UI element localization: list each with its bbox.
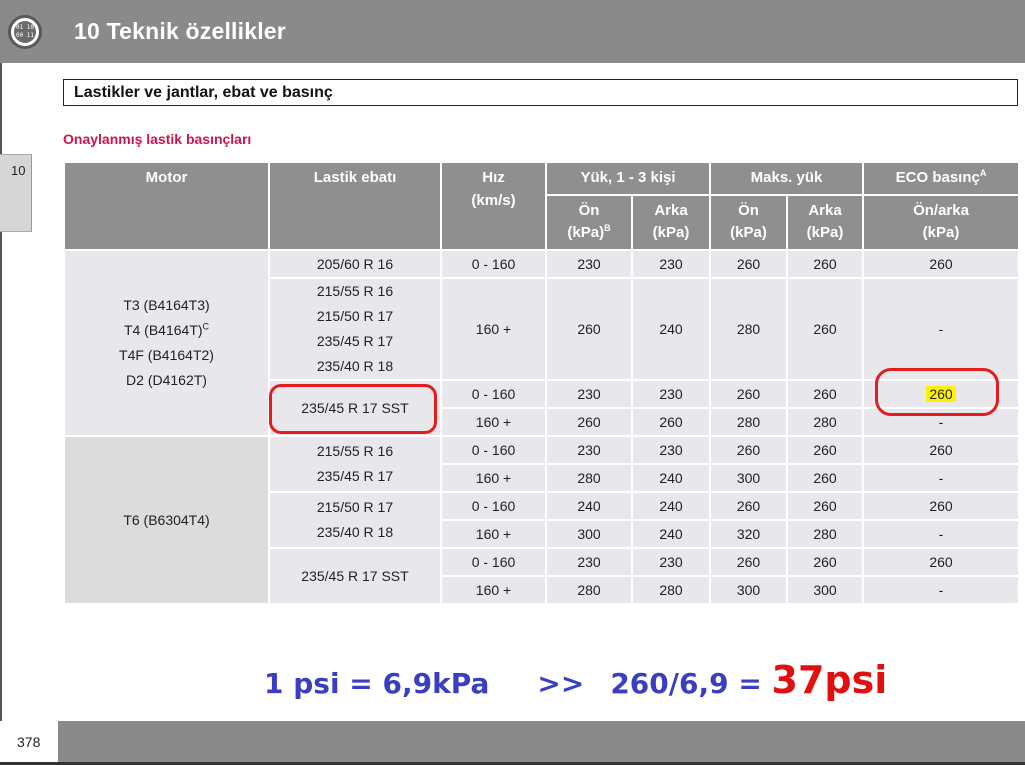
tire-size-list [269, 278, 441, 380]
motor-t6: T6 (B6304T4) [64, 436, 269, 604]
load-rear-cell: 230 [632, 436, 710, 464]
header-eco [863, 162, 1019, 195]
arrow-text: >> [537, 667, 585, 700]
load-front-cell: 230 [546, 250, 632, 278]
max-front-cell: 260 [710, 548, 787, 576]
calc-text: 260/6,9 = [610, 667, 762, 700]
max-rear-cell: 260 [787, 464, 863, 492]
speed-cell: 0 - 160 [441, 548, 546, 576]
section-title-box [63, 79, 1018, 106]
load-front-cell: 280 [546, 576, 632, 604]
header-load-front-label: Ön [578, 202, 600, 219]
eco-cell: 260 [863, 436, 1019, 464]
speed-cell: 160 + [441, 464, 546, 492]
header-load-rear-unit: (kPa) [652, 224, 690, 241]
psi-result: 37psi [771, 658, 888, 702]
load-rear-cell: 260 [632, 408, 710, 436]
speed-cell: 160 + [441, 408, 546, 436]
section-title: Lastikler ve jantlar, ebat ve basınç [74, 84, 333, 101]
header-max-front-label: Ön [738, 202, 759, 219]
header-max-front-unit: (kPa) [730, 224, 767, 241]
tire-size: 215/55 R 16 [316, 283, 394, 299]
header-eco-unit: (kPa) [922, 224, 960, 241]
max-front-cell: 260 [710, 380, 787, 408]
header-speed [441, 162, 546, 250]
tire-size-list [269, 436, 441, 492]
header-load-1-3: Yük, 1 - 3 kişi [546, 162, 710, 195]
motor-t3: T3 (B4164T3) [123, 297, 210, 313]
header-load-front-unit: (kPa) [567, 224, 605, 241]
motor-t4: T4 $(B4164T)^C$ [123, 321, 210, 338]
load-front-cell: 230 [546, 436, 632, 464]
speed-cell: 0 - 160 [441, 250, 546, 278]
header-max-rear-label: Arka [808, 202, 842, 219]
load-rear-cell: 230 [632, 380, 710, 408]
max-rear-cell: 260 [787, 436, 863, 464]
header-eco-label: ECO basınç [895, 169, 980, 186]
motor-cell-group1 [64, 250, 269, 436]
chapter-side-tab[interactable] [0, 154, 32, 232]
max-front-cell: 300 [710, 464, 787, 492]
page-footer [0, 721, 1025, 765]
eco-cell: - [863, 576, 1019, 604]
max-front-cell: 280 [710, 278, 787, 380]
header-front-footnote: B [604, 223, 611, 233]
header-speed-label: Hız [482, 169, 505, 186]
chapter-binary-icon [8, 15, 42, 49]
header-tire-size: Lastik ebatı [269, 162, 441, 250]
eco-value-highlight: 260 [926, 386, 955, 402]
load-rear-cell: 240 [632, 278, 710, 380]
load-rear-cell: 240 [632, 520, 710, 548]
tire-size-sst: 235/45 R 17 SST [269, 380, 441, 436]
eco-cell: 260 [863, 492, 1019, 520]
eco-cell: - [863, 520, 1019, 548]
load-front-cell: 260 [546, 408, 632, 436]
eco-cell: - [863, 408, 1019, 436]
max-front-cell: 280 [710, 408, 787, 436]
tire-size: 205/60 R 16 [269, 250, 441, 278]
max-front-cell: 260 [710, 250, 787, 278]
tire-size: 235/40 R 18 [316, 524, 394, 540]
load-front-cell: 230 [546, 548, 632, 576]
eco-cell: 260 [863, 548, 1019, 576]
chapter-header [0, 0, 1025, 63]
tire-size: 235/45 R 17 [316, 468, 394, 484]
header-load-front [546, 195, 632, 250]
max-front-cell: 320 [710, 520, 787, 548]
load-front-cell: 230 [546, 380, 632, 408]
eco-cell: - [863, 464, 1019, 492]
header-eco-footnote: A [979, 168, 987, 178]
speed-cell: 160 + [441, 278, 546, 380]
tire-size: 235/40 R 18 [316, 358, 394, 374]
speed-cell: 160 + [441, 576, 546, 604]
load-rear-cell: 230 [632, 548, 710, 576]
speed-cell: 160 + [441, 520, 546, 548]
tire-size: 235/45 R 17 [316, 333, 394, 349]
max-rear-cell: 280 [787, 520, 863, 548]
header-max-rear [787, 195, 863, 250]
max-rear-cell: 260 [787, 380, 863, 408]
eco-cell: - [863, 278, 1019, 380]
speed-cell: 0 - 160 [441, 492, 546, 520]
max-rear-cell: 260 [787, 250, 863, 278]
load-rear-cell: 240 [632, 492, 710, 520]
table-subheading: Onaylanmış lastik basınçları [63, 131, 252, 147]
load-front-cell: 260 [546, 278, 632, 380]
tire-size-list [269, 492, 441, 548]
header-eco-front-rear [863, 195, 1019, 250]
motor-d2: D2 (D4162T) [126, 372, 207, 388]
header-max-rear-unit: (kPa) [806, 224, 844, 241]
tire-size: 215/55 R 16 [316, 443, 394, 459]
motor-t4f: T4F (B4164T2) [119, 347, 214, 363]
max-front-cell: 260 [710, 492, 787, 520]
max-rear-cell: 280 [787, 408, 863, 436]
page-number-box [0, 721, 59, 765]
max-rear-cell: 260 [787, 278, 863, 380]
header-eco-sub-label: Ön/arka [913, 202, 969, 219]
psi-conversion-annotation [264, 658, 887, 702]
conversion-text: 1 psi = 6,9kPa [264, 667, 490, 700]
load-rear-cell: 240 [632, 464, 710, 492]
eco-value-red-circle [875, 368, 999, 416]
header-motor: Motor [64, 162, 269, 250]
max-front-cell: 300 [710, 576, 787, 604]
tire-size: 215/50 R 17 [316, 499, 394, 515]
load-front-cell: 240 [546, 492, 632, 520]
load-rear-cell: 230 [632, 250, 710, 278]
max-rear-cell: 260 [787, 492, 863, 520]
chapter-title: 10 Teknik özellikler [74, 18, 286, 44]
max-front-cell: 260 [710, 436, 787, 464]
load-front-cell: 280 [546, 464, 632, 492]
load-front-cell: 300 [546, 520, 632, 548]
tire-size: 215/50 R 17 [316, 308, 394, 324]
header-max-front [710, 195, 787, 250]
chapter-side-tab-label: 10 [11, 163, 26, 178]
header-load-rear-label: Arka [654, 202, 688, 219]
max-rear-cell: 300 [787, 576, 863, 604]
speed-cell: 0 - 160 [441, 436, 546, 464]
header-load-rear [632, 195, 710, 250]
chapter-icon-text: 01 10 00 11 [14, 21, 36, 43]
load-rear-cell: 280 [632, 576, 710, 604]
eco-cell: 260 [863, 250, 1019, 278]
max-rear-cell: 260 [787, 548, 863, 576]
tire-size-sst: 235/45 R 17 SST [269, 548, 441, 604]
header-max-load: Maks. yük [710, 162, 863, 195]
page-number: 378 [17, 734, 41, 750]
speed-cell: 0 - 160 [441, 380, 546, 408]
sst-size-red-circle [269, 384, 437, 434]
header-speed-unit: (km/s) [471, 192, 516, 209]
